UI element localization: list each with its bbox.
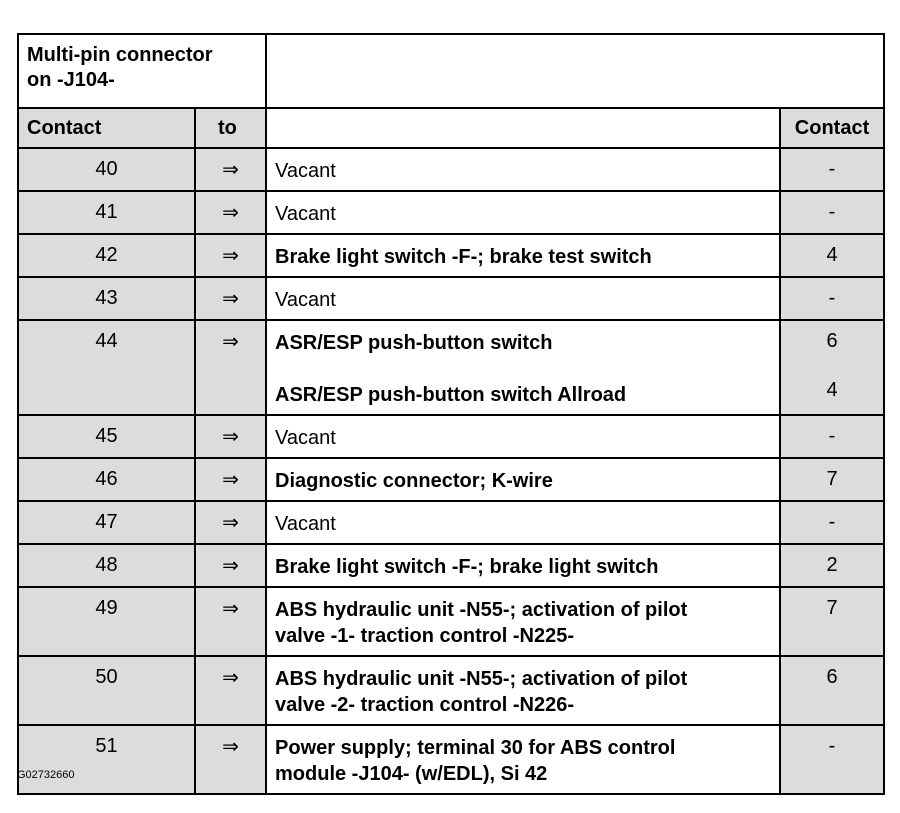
title-line-1: Multi-pin connector [27,44,213,66]
title-row [18,34,884,108]
description-line: ABS hydraulic unit -N55-; activation of pilot [275,668,688,690]
target-contact-value: - [828,158,836,180]
contact-number: 47 [18,501,195,544]
target-contact [780,656,884,725]
target-contact-value: - [828,201,836,223]
header-row [18,108,884,148]
target-contact-value: 7 [826,597,838,619]
target-contact [780,191,884,234]
description-line: Power supply; terminal 30 for ABS control [275,737,676,759]
table-row [18,277,884,320]
contact-number: 42 [18,234,195,277]
target-contact [780,725,884,794]
target-contact-value [781,353,883,379]
connection-description [266,656,780,725]
description-line: Vacant [275,203,336,225]
arrow-icon: ⇒ [195,725,266,794]
header-contact: Contact [18,108,195,148]
description-line [275,356,773,382]
target-contact-value: - [828,735,836,757]
target-contact [780,277,884,320]
arrow-icon: ⇒ [195,544,266,587]
description-line: valve -2- traction control -N226- [275,694,574,716]
table-title [18,34,266,108]
target-contact [780,234,884,277]
connection-description [266,277,780,320]
header-to: to [195,108,266,148]
arrow-icon: ⇒ [195,415,266,458]
table-row [18,656,884,725]
contact-number: 45 [18,415,195,458]
arrow-icon: ⇒ [195,458,266,501]
table-row [18,458,884,501]
connection-description [266,234,780,277]
table-row [18,544,884,587]
target-contact-value: 2 [826,554,838,576]
pin-assignment-table [17,33,885,795]
arrow-icon: ⇒ [195,148,266,191]
contact-number: 51 [18,725,195,794]
contact-number: 41 [18,191,195,234]
contact-number: 50 [18,656,195,725]
table-row [18,234,884,277]
table-row [18,587,884,656]
table-row [18,320,884,415]
table-row [18,191,884,234]
target-contact-value: - [828,425,836,447]
description-line: Vacant [275,160,336,182]
arrow-icon: ⇒ [195,234,266,277]
table-body [18,34,884,794]
description-line: Diagnostic connector; K-wire [275,470,553,492]
contact-number: 44 [18,320,195,415]
description-line: Vacant [275,427,336,449]
target-contact-value: 4 [826,244,838,266]
description-line: ASR/ESP push-button switch Allroad [275,384,627,406]
target-contact-value: - [828,287,836,309]
target-contact [780,544,884,587]
arrow-icon: ⇒ [195,501,266,544]
contact-number: 46 [18,458,195,501]
figure-code: G02732660 [17,769,75,781]
connection-description [266,587,780,656]
connection-description [266,544,780,587]
connection-description [266,725,780,794]
header-contact-right: Contact [780,108,884,148]
connection-description [266,458,780,501]
table-row [18,501,884,544]
description-line: Brake light switch -F-; brake light switch [275,556,659,578]
connection-description [266,191,780,234]
target-contact-value: 6 [826,666,838,688]
target-contact [780,415,884,458]
connector-document [17,33,883,795]
description-line: Vacant [275,513,336,535]
target-contact [780,458,884,501]
table-row [18,415,884,458]
arrow-icon: ⇒ [195,656,266,725]
target-contact [780,501,884,544]
target-contact [780,587,884,656]
connection-description [266,415,780,458]
contact-number: 43 [18,277,195,320]
description-line: ABS hydraulic unit -N55-; activation of pilot [275,599,688,621]
description-line: valve -1- traction control -N225- [275,625,574,647]
connection-description [266,148,780,191]
target-contact [780,320,884,415]
title-empty-cell [266,34,884,108]
arrow-icon: ⇒ [195,191,266,234]
target-contact [780,148,884,191]
target-contact-value: 6 [826,330,838,352]
target-contact-value: - [828,511,836,533]
target-contact-value: 7 [826,468,838,490]
title-line-2: on -J104- [27,69,115,91]
arrow-icon: ⇒ [195,277,266,320]
description-line: ASR/ESP push-button switch [275,332,553,354]
contact-number: 48 [18,544,195,587]
description-line: Vacant [275,289,336,311]
header-description [266,108,780,148]
arrow-icon: ⇒ [195,587,266,656]
arrow-icon: ⇒ [195,320,266,415]
connection-description [266,320,780,415]
connection-description [266,501,780,544]
description-line: Brake light switch -F-; brake test switch [275,246,652,268]
table-row [18,148,884,191]
contact-number: 40 [18,148,195,191]
description-line: module -J104- (w/EDL), Si 42 [275,763,548,785]
contact-number: 49 [18,587,195,656]
target-contact-value: 4 [826,379,838,401]
table-row [18,725,884,794]
